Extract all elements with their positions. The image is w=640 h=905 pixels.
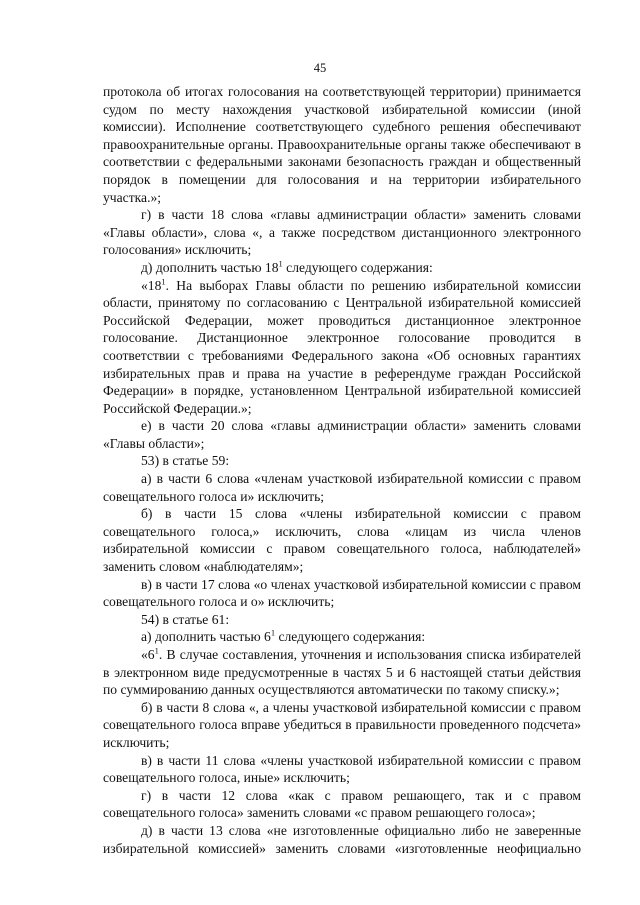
paragraph-2	[103, 206, 581, 259]
paragraph-text: б) в части 8 слова «, а члены участковой избирательной комиссии с правом совещательного голоса вправе убедиться в правильности проведенного подсчета» исключить;	[103, 699, 581, 750]
paragraph-1	[103, 83, 581, 206]
paragraph-3	[103, 259, 581, 277]
superscript: 1	[270, 627, 276, 638]
paragraph-text: следующего содержания:	[282, 259, 433, 275]
paragraph-text: . На выборах Главы области по решению избирательной комиссии области, принятому по согласованию с Центральной избирательной комиссией Российской Федерации, может проводиться дистанционное электронное голосование. Дистанционное электронное голосование проводится в соответствии с требованиями Федерального закона «Об основных гарантиях избирательных прав и права на участие в референдуме граждан Российской Федерации» в порядке, установленном Центральной избирательной комиссией Российской Федерации.»;	[103, 277, 581, 416]
document-body	[103, 83, 581, 857]
paragraph-13	[103, 699, 581, 752]
paragraph-text: . В случае составления, уточнения и использования списка избирателей в электронном виде предусмотренные в частях 5 и 6 настоящей статьи действия по суммированию данных осуществляются автоматически по такому списку.»;	[103, 647, 581, 698]
paragraph-14	[103, 752, 581, 787]
paragraph-text: в) в части 17 слова «о членах участковой избирательной комиссии с правом совещательного голоса и о» исключить;	[103, 576, 581, 610]
paragraph-12	[103, 646, 581, 699]
paragraph-5	[103, 417, 581, 452]
paragraph-6	[103, 452, 581, 470]
paragraph-text: д) в части 13 слова «не изготовленные официально либо не заверенные избирательной комиссией» заменить словами «изготовленные неофициально	[103, 822, 581, 856]
paragraph-16	[103, 822, 581, 857]
paragraph-text: а) в части 6 слова «членам участковой избирательной комиссии с правом совещательного голоса и» исключить;	[103, 471, 581, 504]
paragraph-text: следующего содержания:	[275, 629, 426, 645]
paragraph-7	[103, 470, 581, 505]
paragraph-4	[103, 277, 581, 418]
paragraph-text: протокола об итогах голосования на соответствующей территории) принимается судом по месту нахождения участковой избирательной комиссии (иной комиссии). Исполнение соответствующего судебного решения обеспечивают правоохранительные органы. Правоохранительные органы также обеспечивают в соответствии с федеральными законами безопасность граждан и общественный порядок в помещении для голосования и на территории избирательного участка.»;	[103, 84, 581, 205]
paragraph-text: д) дополнить частью 18	[141, 259, 279, 275]
paragraph-text: 53) в статье 59:	[141, 453, 230, 469]
superscript: 1	[278, 258, 283, 269]
paragraph-text: «6	[141, 647, 155, 662]
paragraph-text: е) в части 20 слова «главы администрации области» заменить словами «Главы области»;	[103, 418, 581, 451]
superscript: 1	[161, 276, 166, 286]
paragraph-text: г) в части 18 слова «главы администрации области» заменить словами «Главы области», слова «, а также посредством дистанционного электронного голосования» исключить;	[103, 207, 581, 258]
paragraph-text: г) в части 12 слова «как с правом решающего, так и с правом совещательного голоса» заменить словами «с правом решающего голоса»;	[103, 787, 581, 821]
paragraph-text: а) дополнить частью 6	[141, 629, 271, 645]
paragraph-text: в) в части 11 слова «члены участковой избирательной комиссии с правом совещательного голоса, иные» исключить;	[103, 752, 581, 786]
paragraph-text: 54) в статье 61:	[141, 611, 230, 627]
paragraph-15	[103, 787, 581, 822]
page-number: 45	[313, 61, 327, 75]
paragraph-text: «18	[141, 277, 162, 293]
paragraph-8	[103, 505, 581, 575]
paragraph-10	[103, 611, 581, 629]
superscript: 1	[154, 645, 159, 656]
paragraph-9	[103, 576, 581, 611]
paragraph-11	[103, 628, 581, 646]
paragraph-text: б) в части 15 слова «члены избирательной комиссии с правом совещательного голоса,» исключить, слова «лицам из числа членов избирательной комиссии с правом совещательного голоса, наблюдателей» заменить словом «наблюдателям»;	[103, 506, 581, 575]
